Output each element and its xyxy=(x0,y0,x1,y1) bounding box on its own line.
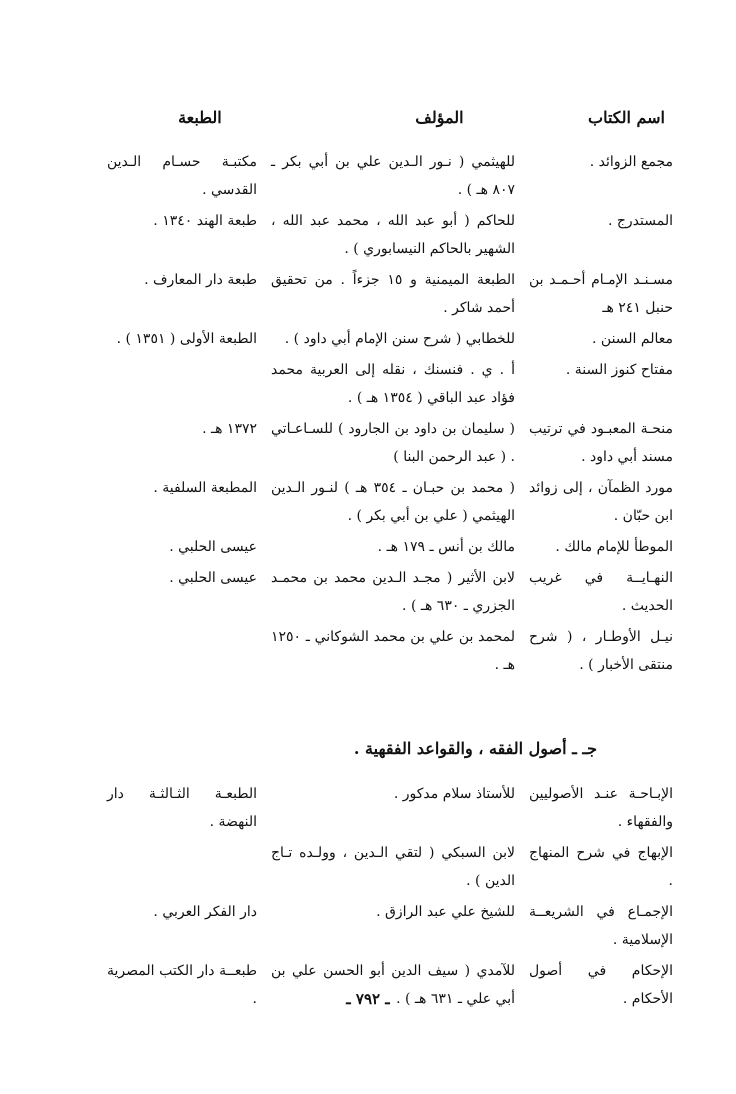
table-row xyxy=(95,780,673,836)
column-headers xyxy=(95,108,673,148)
book-title: الإبـاحـة عنـد الأصوليين والفقهاء . xyxy=(529,786,673,830)
book-title: الإبهاج في شرح المنهاج . xyxy=(529,845,673,889)
table-row xyxy=(95,474,673,530)
book-title: المستدرج . xyxy=(607,213,673,229)
author-cell: للشيخ علي عبد الرازق . xyxy=(376,904,515,920)
edition-cell: طبعــة دار الكتب المصرية . xyxy=(107,963,257,1007)
edition-cell: طبعة دار المعارف . xyxy=(144,272,257,288)
header-book: اسم الكتاب xyxy=(588,108,665,127)
header-author: المؤلف xyxy=(415,108,464,127)
table-row xyxy=(95,207,673,263)
author-cell: للهيثمي ( نـور الـدين علي بن أبي بكر ـ ٨٠٧ هـ ) . xyxy=(271,154,515,198)
edition-cell: المطبعة السلفية . xyxy=(153,480,257,496)
author-cell: للخطابي ( شرح سنن الإمام أبي داود ) . xyxy=(284,331,515,347)
author-cell: الطبعة الميمنية و ١٥ جزءاً . من تحقيق أحمد شاكر . xyxy=(271,272,515,316)
usul-books-list xyxy=(95,780,673,1013)
edition-cell: عيسى الحلبي . xyxy=(169,570,257,586)
table-row xyxy=(95,415,673,471)
table-row xyxy=(95,623,673,679)
edition-cell: دار الفكر العربي . xyxy=(153,904,257,920)
author-cell: للأستاذ سلام مدكور . xyxy=(393,786,515,802)
hadith-books-list xyxy=(95,148,673,679)
page-number: ـ ٧٩٢ ـ xyxy=(346,990,390,1008)
table-row xyxy=(95,839,673,895)
edition-cell: الطبعة الأولى ( ١٣٥١ ) . xyxy=(116,331,257,347)
edition-cell: الطبعـة الثـالثـة دار النهضة . xyxy=(107,786,257,830)
book-title: مسـنـد الإمـام أحـمـد بن حنبل ٢٤١ هـ xyxy=(529,272,673,316)
author-cell: ( سليمان بن داود بن الجارود ) للسـاعـاتي . ( عبد الرحمن البنا ) xyxy=(271,421,515,465)
book-title: مفتاح كنوز السنة . xyxy=(565,362,673,378)
author-cell: للآمدي ( سيف الدين أبو الحسن علي بن أبي علي ـ ٦٣١ هـ ) . xyxy=(271,963,515,1007)
table-row xyxy=(95,564,673,620)
edition-cell: عيسى الحلبي . xyxy=(169,539,257,555)
table-row xyxy=(95,266,673,322)
edition-cell: مكتبـة حسـام الـدين القدسي . xyxy=(107,154,257,198)
table-row xyxy=(95,533,673,561)
edition-cell xyxy=(107,839,257,895)
book-title: منحـة المعبـود في ترتيب مسند أبي داود . xyxy=(529,421,673,465)
edition-cell: طبعة الهند ١٣٤٠ . xyxy=(153,213,257,229)
header-edition: الطبعة xyxy=(178,108,222,127)
table-row xyxy=(95,325,673,353)
book-title: الإحكام في أصول الأحكام . xyxy=(529,963,673,1007)
author-cell: مالك بن أنس ـ ١٧٩ هـ . xyxy=(377,539,515,555)
section-title: جـ ـ أصول الفقه ، والقواعد الفقهية . xyxy=(353,739,597,758)
book-title: مجمع الزوائد . xyxy=(589,154,673,170)
table-row xyxy=(95,356,673,412)
book-title: مورد الظمآن ، إلى زوائد ابن حبّان . xyxy=(529,480,673,524)
author-cell: ( محمد بن حبـان ـ ٣٥٤ هـ ) لنـور الـدين الهيثمي ( علي بن أبي بكر ) . xyxy=(271,480,516,524)
edition-cell xyxy=(107,623,257,679)
book-title: الإجمـاع في الشريعــة الإسلامية . xyxy=(529,904,673,948)
book-title: النهـايــة في غريب الحديث . xyxy=(529,570,673,614)
bibliography-page xyxy=(95,108,673,1016)
book-title: الموطأ للإمام مالك . xyxy=(555,539,673,555)
edition-cell: ١٣٧٢ هـ . xyxy=(202,421,257,437)
book-title: معالم السنن . xyxy=(592,331,673,347)
author-cell: للحاكم ( أبو عبد الله ، محمد عبد الله ، الشهير بالحاكم النيسابوري ) . xyxy=(271,213,515,257)
author-cell: لمحمد بن علي بن محمد الشوكاني ـ ١٢٥٠ هـ . xyxy=(271,629,515,673)
author-cell: لابن الأثير ( مجـد الـدين محمد بن محمـد الجزري ـ ٦٣٠ هـ ) . xyxy=(271,570,515,614)
table-row xyxy=(95,148,673,204)
table-row xyxy=(95,898,673,954)
edition-cell xyxy=(107,356,257,412)
author-cell: لابن السبكي ( لتقي الـدين ، وولـده تـاج الدين ) . xyxy=(271,845,515,889)
book-title: نيـل الأوطـار ، ( شرح منتقى الأخبار ) . xyxy=(529,629,673,673)
author-cell: أ . ي . فنسنك ، نقله إلى العربية محمد فؤاد عبد الباقي ( ١٣٥٤ هـ ) . xyxy=(271,362,515,406)
